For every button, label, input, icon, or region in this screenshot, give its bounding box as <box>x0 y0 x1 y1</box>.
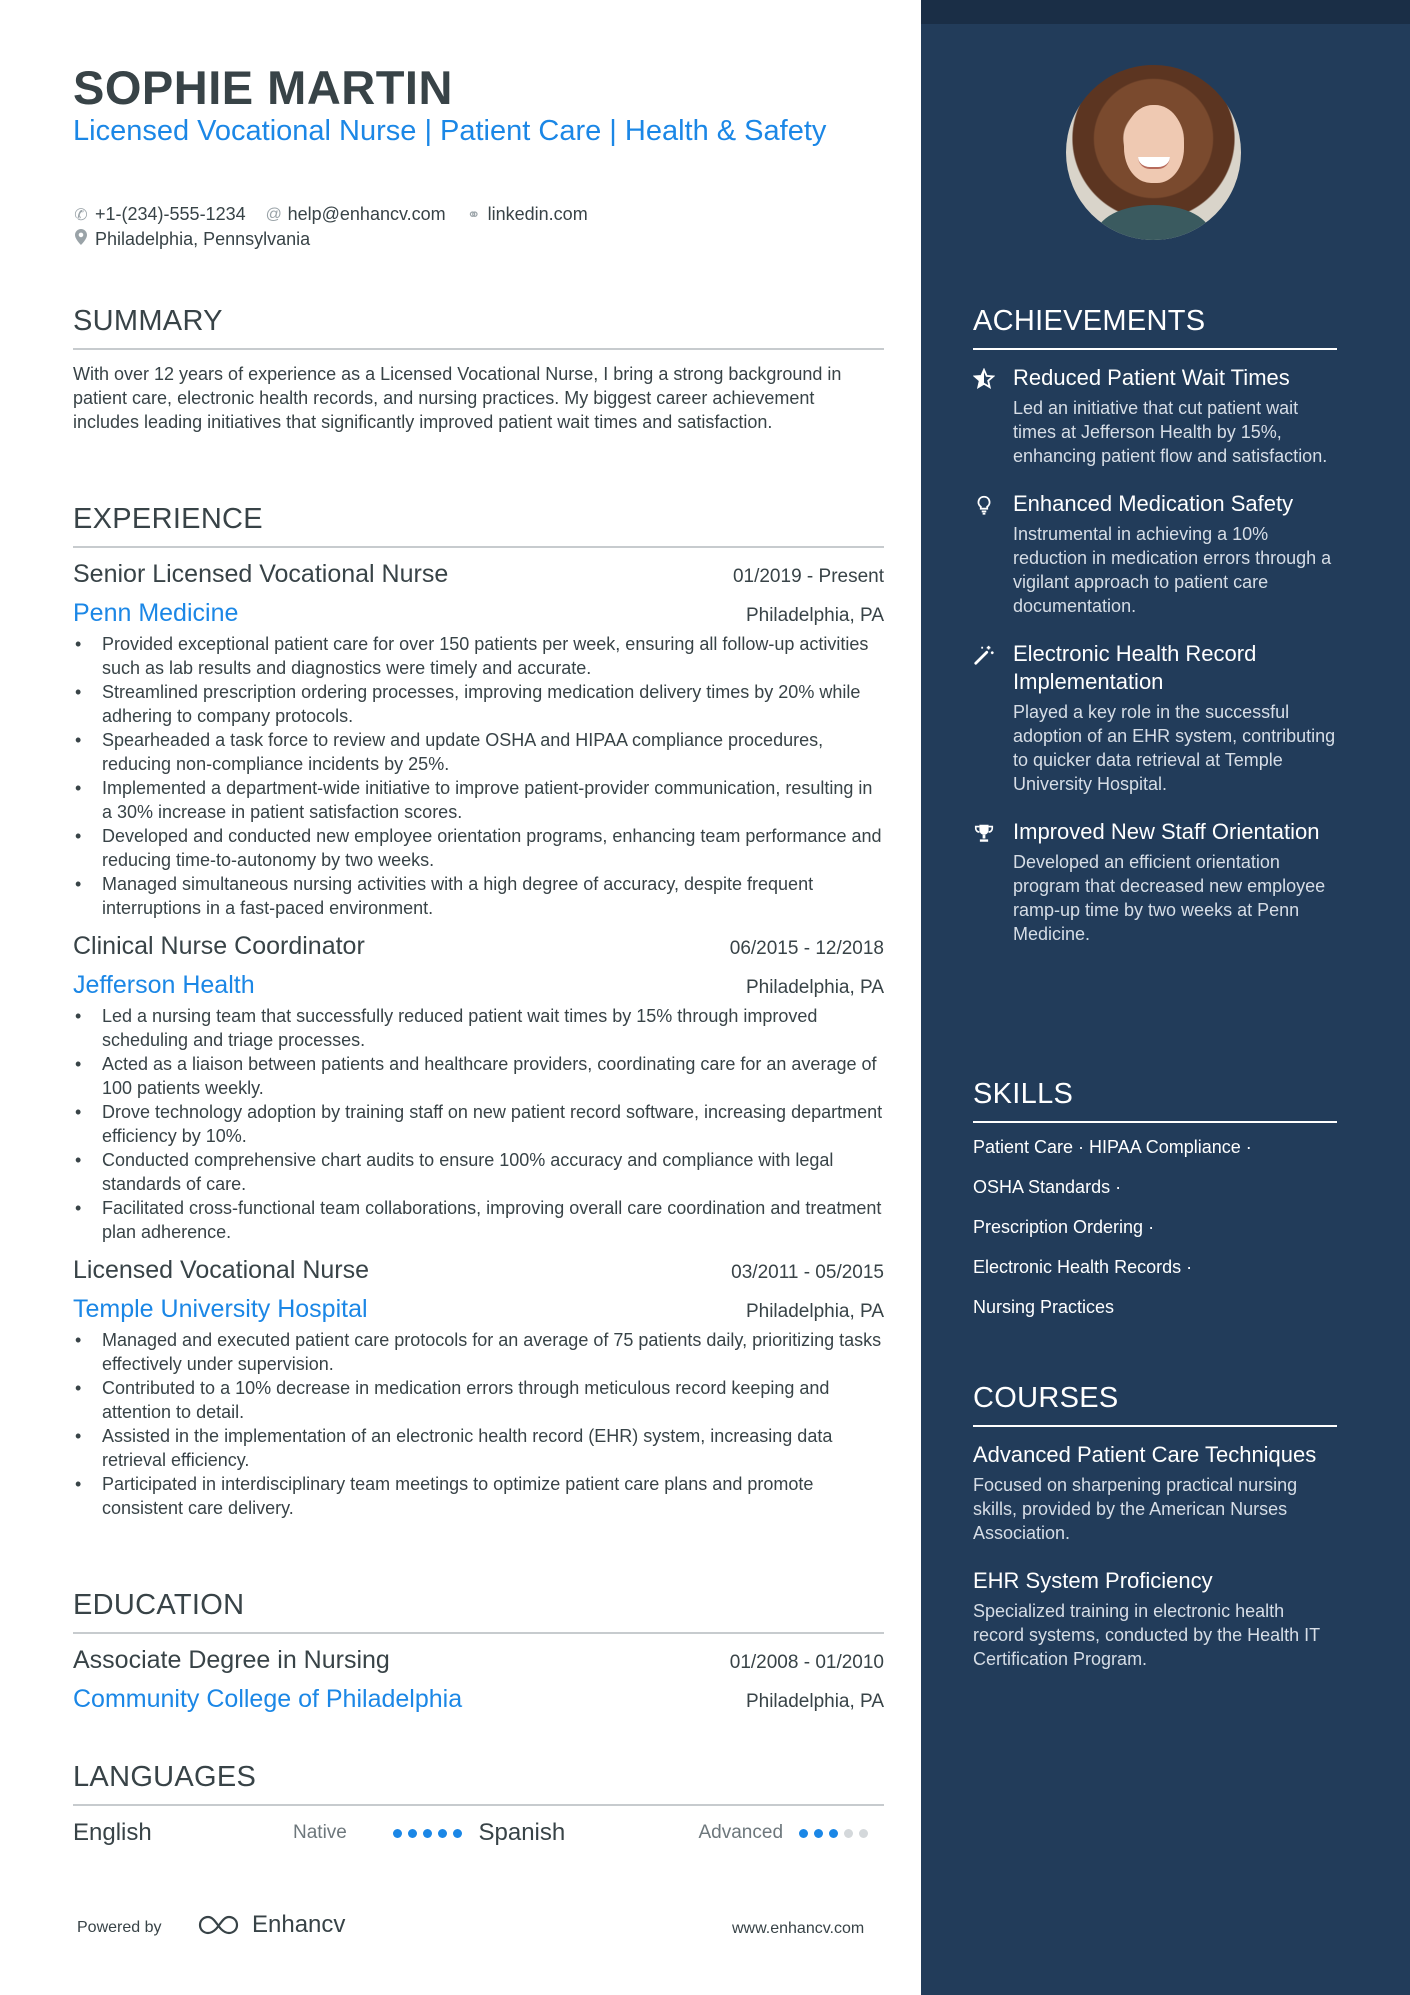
achievement-title: Enhanced Medication Safety <box>1013 491 1294 516</box>
language-item <box>479 1819 885 1847</box>
bullet-item: • Provided exceptional patient care for over 150 patients per week, ensuring all follow-up activities such as lab results and diagnostics were timely and accurate. <box>73 632 884 680</box>
bullet-item: • Participated in interdisciplinary team meetings to optimize patient care plans and promote consistent care delivery. <box>73 1472 884 1520</box>
skill-line: Nursing Practices <box>973 1297 1115 1317</box>
achievement-item <box>973 490 1337 618</box>
achievement-desc: Instrumental in achieving a 10% reduction in medication errors through a vigilant approach to patient care documentation. <box>1013 524 1332 616</box>
job-dates: 01/2019 - Present <box>732 566 884 587</box>
rating-dot-filled <box>408 1829 417 1838</box>
course-item <box>973 1441 1337 1545</box>
experience-section <box>73 503 884 1520</box>
achievement-title: Improved New Staff Orientation <box>1013 819 1320 844</box>
experience-heading: EXPERIENCE <box>73 503 884 548</box>
job-bullets <box>73 632 884 920</box>
job-entry <box>73 1256 884 1520</box>
summary-text: With over 12 years of experience as a Licensed Vocational Nurse, I bring a strong background in patient care, electronic health records, and nursing practices. My biggest career achievement includes leading initiatives that significantly improved patient wait times and satisfaction. <box>73 364 842 432</box>
course-item <box>973 1567 1337 1671</box>
resume-name: SOPHIE MARTIN <box>73 61 453 114</box>
language-name: Spanish <box>478 1819 566 1846</box>
course-desc: Focused on sharpening practical nursing skills, provided by the American Nurses Association. <box>973 1475 1298 1543</box>
rating-dot-filled <box>423 1829 432 1838</box>
lightbulb-icon <box>973 494 995 516</box>
course-title: EHR System Proficiency <box>973 1568 1213 1593</box>
bullet-item: • Developed and conducted new employee orientation programs, enhancing team performance and reducing time-to-autonomy by two weeks. <box>73 824 884 872</box>
degree-title: Associate Degree in Nursing <box>73 1646 390 1674</box>
company-name: Temple University Hospital <box>73 1295 368 1323</box>
contact-email[interactable] <box>266 204 446 225</box>
achievement-title: Reduced Patient Wait Times <box>1013 365 1290 390</box>
rating-dot-filled <box>814 1829 823 1838</box>
bullet-item: • Drove technology adoption by training staff on new patient record software, increasing department efficiency by 10%. <box>73 1100 884 1148</box>
star-icon <box>973 368 995 390</box>
achievement-item <box>973 364 1337 468</box>
skills-section <box>973 1078 1337 1319</box>
job-bullets <box>73 1004 884 1244</box>
summary-heading: SUMMARY <box>73 305 884 350</box>
language-name: English <box>73 1819 152 1846</box>
rating-dot-filled <box>799 1829 808 1838</box>
education-heading: EDUCATION <box>73 1589 884 1634</box>
bullet-item: • Facilitated cross-functional team collaborations, improving overall care coordination and treatment plan adherence. <box>73 1196 884 1244</box>
job-title: Senior Licensed Vocational Nurse <box>73 560 449 588</box>
courses-heading: COURSES <box>973 1382 1337 1427</box>
summary-section <box>73 305 884 434</box>
contact-phone[interactable] <box>73 204 246 225</box>
language-rating <box>799 1829 868 1838</box>
bullet-item: • Implemented a department-wide initiative to improve patient-provider communication, resulting in a 30% increase in patient satisfaction scores. <box>73 776 884 824</box>
at-icon: @ <box>265 205 282 223</box>
trophy-icon <box>973 822 995 844</box>
bullet-item: • Managed simultaneous nursing activities with a high degree of accuracy, despite frequent interruptions in a fast-paced environment. <box>73 872 884 920</box>
skills-heading: SKILLS <box>973 1078 1337 1123</box>
achievement-desc: Developed an efficient orientation program that decreased new employee ramp-up time by two weeks at Penn Medicine. <box>1013 852 1326 944</box>
powered-by-label: Powered by <box>77 1919 162 1936</box>
skill-line: Electronic Health Records · <box>973 1257 1193 1277</box>
languages-row <box>73 1818 884 1848</box>
course-desc: Specialized training in electronic health record systems, conducted by the Health IT Certification Program. <box>973 1601 1320 1669</box>
sidebar-top-bar <box>921 0 1410 24</box>
enhancv-logo[interactable] <box>196 1911 345 1939</box>
bullet-item: • Acted as a liaison between patients and healthcare providers, coordinating care for an average of 100 patients weekly. <box>73 1052 884 1100</box>
language-level: Advanced <box>698 1822 784 1843</box>
job-dates: 03/2011 - 05/2015 <box>731 1262 884 1283</box>
bullet-item: • Managed and executed patient care protocols for an average of 75 patients daily, prioritizing tasks effectively under supervision. <box>73 1328 884 1376</box>
phone-icon: ✆ <box>74 206 88 224</box>
sidebar <box>921 0 1410 1995</box>
job-location: Philadelphia, PA <box>745 1301 884 1322</box>
achievement-desc: Led an initiative that cut patient wait times at Jefferson Health by 15%, enhancing patient flow and satisfaction. <box>1013 398 1328 466</box>
achievement-desc: Played a key role in the successful adoption of an EHR system, contributing to quicker data retrieval at Temple University Hospital. <box>1013 702 1336 794</box>
rating-dot-empty <box>859 1829 868 1838</box>
job-entry <box>73 932 884 1244</box>
company-name: Penn Medicine <box>73 599 239 627</box>
magic-wand-icon <box>973 644 995 666</box>
profile-photo <box>1066 65 1241 240</box>
job-title: Licensed Vocational Nurse <box>73 1256 370 1284</box>
skill-line: Prescription Ordering · <box>973 1217 1155 1237</box>
job-title: Clinical Nurse Coordinator <box>73 932 365 960</box>
achievement-item <box>973 640 1337 796</box>
languages-heading: LANGUAGES <box>73 1761 884 1806</box>
job-location: Philadelphia, PA <box>745 605 884 626</box>
languages-section <box>73 1761 884 1848</box>
skill-line: Patient Care · HIPAA Compliance · <box>973 1137 1252 1157</box>
bullet-item: • Contributed to a 10% decrease in medication errors through meticulous record keeping and attention to detail. <box>73 1376 884 1424</box>
enhancv-brand-text: Enhancv <box>252 1911 346 1938</box>
courses-section <box>973 1382 1337 1671</box>
education-dates: 01/2008 - 01/2010 <box>729 1652 884 1673</box>
bullet-item: • Conducted comprehensive chart audits to ensure 100% accuracy and compliance with legal standards of care. <box>73 1148 884 1196</box>
bullet-item: • Spearheaded a task force to review and update OSHA and HIPAA compliance procedures, reducing non-compliance incidents by 25%. <box>73 728 884 776</box>
skills-list <box>973 1135 1337 1319</box>
linkedin-text: linkedin.com <box>487 204 588 224</box>
rating-dot-filled <box>438 1829 447 1838</box>
education-section <box>73 1589 884 1714</box>
rating-dot-filled <box>453 1829 462 1838</box>
job-location: Philadelphia, PA <box>745 977 884 998</box>
language-rating <box>393 1829 462 1838</box>
rating-dot-empty <box>844 1829 853 1838</box>
bullet-item: • Streamlined prescription ordering processes, improving medication delivery times by 20% while adhering to company protocols. <box>73 680 884 728</box>
achievement-item <box>973 818 1337 946</box>
bullet-item: • Led a nursing team that successfully reduced patient wait times by 15% through improved scheduling and triage processes. <box>73 1004 884 1052</box>
phone-text: +1-(234)-555-1234 <box>95 204 246 224</box>
language-level: Native <box>293 1822 347 1843</box>
education-location: Philadelphia, PA <box>745 1691 884 1712</box>
bullet-item: • Assisted in the implementation of an electronic health record (EHR) system, increasing data retrieval efficiency. <box>73 1424 884 1472</box>
link-icon: ⚭ <box>466 206 481 224</box>
footer-url[interactable]: www.enhancv.com <box>732 1920 865 1937</box>
contact-row <box>73 204 608 225</box>
job-entry <box>73 560 884 920</box>
contact-location <box>73 229 330 250</box>
enhancv-logo-icon <box>196 1912 242 1938</box>
job-bullets <box>73 1328 884 1520</box>
email-text: help@enhancv.com <box>287 204 446 224</box>
company-name: Jefferson Health <box>73 971 255 999</box>
achievement-title: Electronic Health Record Implementation <box>1013 641 1257 694</box>
course-title: Advanced Patient Care Techniques <box>973 1442 1317 1467</box>
resume-tagline: Licensed Vocational Nurse | Patient Care | Health & Safety <box>73 115 827 147</box>
location-pin-icon <box>73 229 89 250</box>
rating-dot-filled <box>393 1829 402 1838</box>
job-dates: 06/2015 - 12/2018 <box>729 938 884 959</box>
achievements-section <box>973 305 1337 946</box>
location-text: Philadelphia, Pennsylvania <box>95 229 311 249</box>
achievements-heading: ACHIEVEMENTS <box>973 305 1337 350</box>
rating-dot-filled <box>829 1829 838 1838</box>
skill-line: OSHA Standards · <box>973 1177 1122 1197</box>
language-item <box>73 1819 479 1847</box>
school-name: Community College of Philadelphia <box>73 1685 463 1713</box>
contact-linkedin[interactable] <box>466 204 588 225</box>
